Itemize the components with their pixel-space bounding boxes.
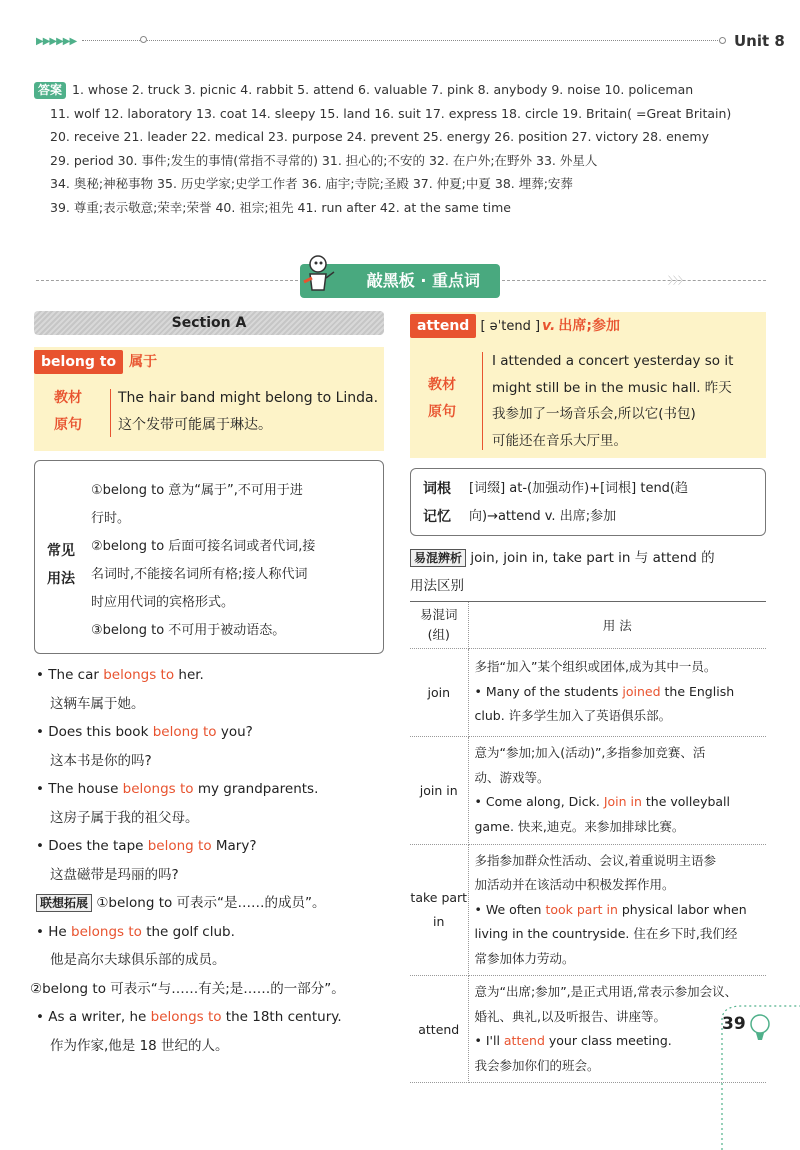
phonetic: [ əˈtend ] [480,319,541,334]
confuse-title: 易混辨析 join, join in, take part in 与 attend 的 用法区别 [410,550,715,594]
usage-label: 常见 用法 [47,543,75,587]
answer-line: 20. receive 21. leader 22. medical 23. purpose 24. prevent 25. energy 26. position 27. victory 28. enemy [50,129,709,144]
list-item: • Does this book belong to you? [36,724,253,740]
mascot-icon [296,252,338,296]
header-dot [140,36,147,43]
source-label: 教材 原句 [54,390,82,433]
header-rule [82,40,722,41]
source-divider [110,389,111,437]
table-row: join 多指“加入”某个组织或团体,成为其中一员。 • Many of the students joined the English club. 许多学生加入了英语俱乐部。 [410,648,766,736]
answer-line: 答案 1. whose 2. truck 3. picnic 4. rabbit 5. attend 6. valuable 7. pink 8. anybody 9. noise 10. policeman [34,78,774,102]
section-banner: 敲黑板 · 重点词 [300,264,500,298]
keyword-meaning: 属于 [129,354,158,370]
list-item: • The house belongs to my grandparents. [36,781,319,797]
source-label: 教材 原句 [428,377,456,420]
divider [36,280,298,281]
part-of-speech: v. [542,318,556,334]
answer-badge: 答案 [34,82,66,99]
keyword-tag: belong to [34,350,123,374]
keyword-tag: attend [410,314,476,338]
root-label: 词根 记忆 [423,481,451,525]
usage-text: ①belong to 意为“属于”,不可用于进 行时。 ②belong to 后面可接名词或者代词,接 名词时,不能接名词所有格;接人称代词 时应用代词的宾格形式。 ③belong to 不可用于被动语态。 [91,483,316,638]
header-arrows: ▶▶▶▶▶▶ [36,36,77,47]
keyword-card-attend [410,312,766,458]
root-text: [词缀] at-(加强动作)+[词根] tend(趋 向)→attend v. 出席;参加 [469,481,689,524]
unit-label: Unit 8 [734,32,785,50]
list-item: • Does the tape belong to Mary? [36,838,257,854]
source-divider [482,352,483,450]
source-sentence: The hair band might belong to Linda. 这个发带可能属于琳达。 [118,390,379,433]
answer-line: 34. 奥秘;神秘事物 35. 历史学家;史学工作者 36. 庙宇;寺院;圣殿 37. 仲夏;中夏 38. 埋葬;安葬 [50,176,573,191]
extend-badge: 联想拓展 [36,894,92,912]
confuse-badge: 易混辨析 [410,549,466,567]
keyword-card-belong [34,347,384,451]
table-row: take part in 多指参加群众性活动、会议,着重说明主语参 加活动并在该活动中积极发挥作用。 • We often took part in physical labor when living in the countryside. 住在乡下时,我们经 常参加体力劳动。 [410,844,766,976]
answer-line: 39. 尊重;表示敬意;荣幸;荣誉 40. 祖宗;祖先 41. run after 42. at the same time [50,199,511,215]
extend-line: 联想拓展 ①belong to 可表示“是……的成员”。 [36,889,386,918]
usage-box [34,460,384,654]
keyword-meaning: 出席;参加 [558,318,620,334]
answer-line: 29. period 30. 事件;发生的事情(常指不寻常的) 31. 担心的;不安的 32. 在户外;在野外 33. 外星人 [50,152,598,168]
divider [502,280,766,281]
list-item: • He belongs to the golf club. [36,923,235,940]
answer-line: 11. wolf 12. laboratory 13. coat 14. sleepy 15. land 16. suit 17. express 18. circle 19. Britain( =Great Britain) [50,105,732,121]
header-dot [719,37,726,44]
table-row: join in 意为“参加;加入(活动)”,多指参加竞赛、活 动、游戏等。 • Come along, Dick. Join in the volleyball game. 快来,迪克。来参加排球比赛。 [410,736,766,844]
source-sentence: I attended a concert yesterday so it might still be in the music hall. 昨天 我参加了一场音乐会,所以它(书包) 可能还在音乐大厅里。 [492,353,734,449]
table-header: 易混词(组) 用 法 [410,602,766,648]
list-item: • As a writer, he belongs to the 18th century. [36,1009,342,1025]
table-row: attend 意为“出席;参加”,是正式用语,常表示参加会议、 婚礼、典礼,以及听报告、讲座等。 • I'll attend your class meeting. 我会参加你们的班会。 [410,976,766,1083]
root-memory-box [410,468,766,536]
list-item: • The car belongs to her. [36,667,204,683]
example-list: • The car belongs to her. 这辆车属于她。 • Does this book belong to you? 这本书是你的吗? • The house belongs to my grandparents. 这房子属于我的祖父母。 • Does the tape belong to Mary? 这盘磁带是玛丽的吗? 联想拓展 ①belong to 可表示“是……的成员”。 • He belongs to the golf club. 他是高尔夫球俱乐部的成员。 ②belong to 可表示“与……有关;是……的一部分”。 • As a writer, he belongs to the 18th century. 作为作家,他是 18 世纪的人。 [36,661,386,1060]
extend-line: ②belong to 可表示“与……有关;是……的一部分”。 [30,980,345,997]
divider-arrows-icon: 〉〉〉 [668,276,688,287]
section-header: Section A [34,311,384,335]
answer-block [34,78,774,219]
page-number: 39 [722,1014,746,1034]
